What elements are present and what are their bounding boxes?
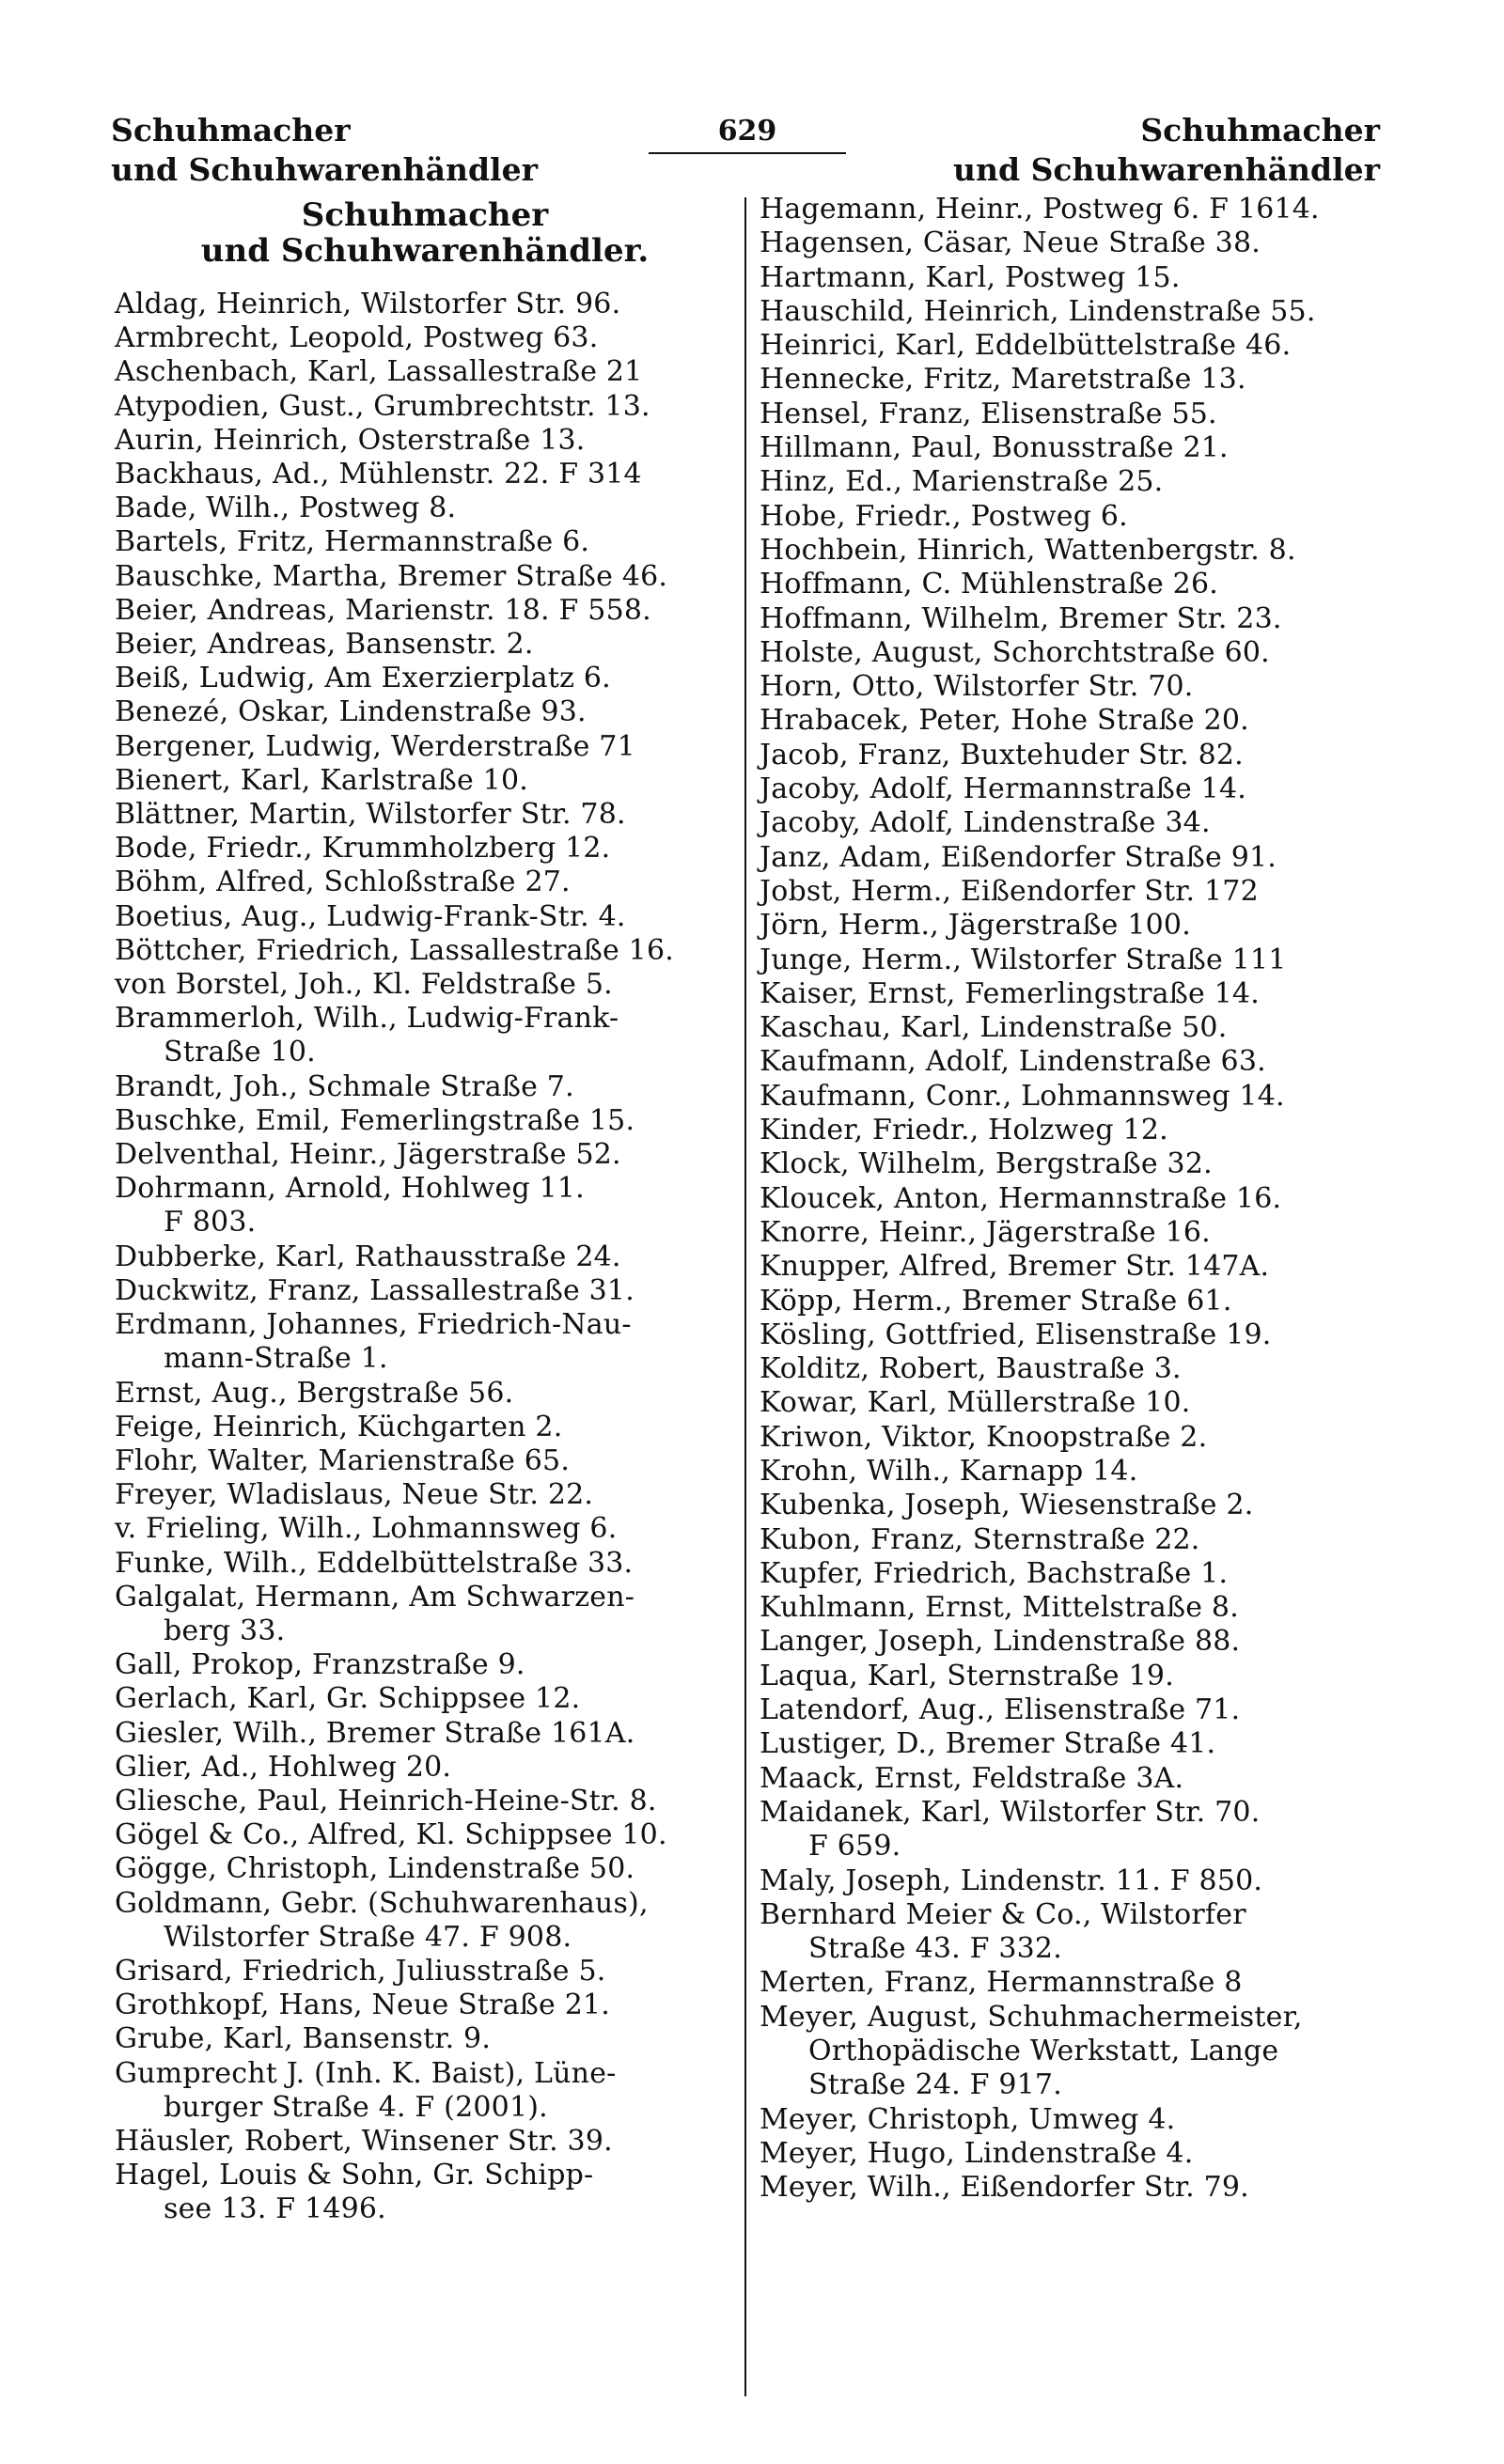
column-divider [744, 197, 746, 2396]
directory-entry [760, 295, 1389, 329]
directory-entry [760, 2137, 1389, 2171]
directory-entry [760, 1557, 1389, 1591]
directory-entry [760, 875, 1389, 909]
page-number: 629 [649, 113, 846, 154]
entry-line: Kinder, Friedr., Holzweg 12. [760, 1114, 1168, 1147]
entry-line: Laqua, Karl, Sternstraße 19. [760, 1659, 1174, 1692]
directory-entry [760, 1285, 1389, 1318]
entry-line: Kaschau, Karl, Lindenstraße 50. [760, 1011, 1228, 1045]
directory-entry [760, 534, 1389, 568]
directory-entry [115, 1308, 735, 1376]
entry-line: Kriwon, Viktor, Knoopstraße 2. [760, 1420, 1208, 1454]
directory-entry [760, 806, 1389, 840]
directory-entry [760, 1625, 1389, 1659]
entry-continuation: Wilstorfer Straße 47. F 908. [164, 1920, 572, 1954]
entry-line: Gerlach, Karl, Gr. Schippsee 12. [115, 1682, 581, 1716]
entry-continuation: Straße 10. [164, 1036, 316, 1069]
directory-entry [115, 900, 735, 934]
entry-line: Armbrecht, Leopold, Postweg 63. [115, 321, 599, 355]
entry-line: Meyer, August, Schuhmachermeister, [760, 2000, 1303, 2034]
directory-entry [115, 491, 735, 525]
entry-line: Dubberke, Karl, Rathausstraße 24. [115, 1240, 621, 1273]
directory-entry [760, 739, 1389, 772]
directory-entry [115, 662, 735, 695]
directory-entry [760, 909, 1389, 943]
directory-entry [115, 2159, 735, 2226]
directory-entry [115, 1648, 735, 1682]
directory-entry [115, 458, 735, 491]
directory-entry [760, 193, 1389, 226]
entry-line: Hrabacek, Peter, Hohe Straße 20. [760, 704, 1249, 738]
directory-entry [760, 1591, 1389, 1625]
directory-entry [760, 2103, 1389, 2137]
entry-line: Galgalat, Hermann, Am Schwarzen- [115, 1580, 635, 1614]
entry-continuation: burger Straße 4. F (2001). [164, 2090, 548, 2124]
entry-line: Feige, Heinrich, Küchgarten 2. [115, 1410, 563, 1443]
entry-line: Blättner, Martin, Wilstorfer Str. 78. [115, 798, 626, 832]
directory-entry [115, 1104, 735, 1138]
entry-line: Maly, Joseph, Lindenstr. 11. F 850. [760, 1864, 1263, 1897]
directory-entry [115, 1070, 735, 1104]
entry-line: Gögel & Co., Alfred, Kl. Schippsee 10. [115, 1818, 667, 1852]
directory-entry [115, 288, 735, 321]
directory-entry [760, 841, 1389, 875]
directory-entry [760, 329, 1389, 363]
directory-entry [760, 1523, 1389, 1557]
directory-entry [115, 1444, 735, 1478]
entry-line: Häusler, Robert, Winsener Str. 39. [115, 2124, 613, 2158]
directory-entry [760, 568, 1389, 601]
entry-line: Merten, Franz, Hermannstraße 8 [760, 1966, 1243, 2000]
entry-line: Kolditz, Robert, Baustraße 3. [760, 1352, 1182, 1386]
entry-line: Flohr, Walter, Marienstraße 65. [115, 1443, 571, 1477]
directory-entry [115, 1547, 735, 1581]
entry-line: Aurin, Heinrich, Osterstraße 13. [115, 423, 586, 457]
directory-entry [760, 1693, 1389, 1727]
directory-entry [115, 866, 735, 899]
entry-line: Hobe, Friedr., Postweg 6. [760, 499, 1128, 533]
entry-line: Kaufmann, Adolf, Lindenstraße 63. [760, 1045, 1266, 1079]
directory-entry [760, 431, 1389, 465]
running-header-left [111, 111, 538, 190]
entry-line: Hagemann, Heinr., Postweg 6. F 1614. [760, 193, 1320, 226]
entry-line: Jörn, Herm., Jägerstraße 100. [760, 909, 1191, 943]
entry-line: Latendorf, Aug., Elisenstraße 71. [760, 1693, 1241, 1727]
directory-entry [115, 1717, 735, 1751]
directory-entry [760, 1216, 1389, 1250]
entry-line: Kupfer, Friedrich, Bachstraße 1. [760, 1556, 1229, 1590]
directory-entry [760, 1352, 1389, 1386]
entry-line: Funke, Wilh., Eddelbüttelstraße 33. [115, 1546, 634, 1580]
entry-line: Gall, Prokop, Franzstraße 9. [115, 1648, 525, 1682]
directory-entry [115, 798, 735, 832]
entry-line: Meyer, Wilh., Eißendorfer Str. 79. [760, 2171, 1249, 2205]
directory-entry [760, 636, 1389, 670]
directory-entry [760, 465, 1389, 499]
directory-entry [115, 695, 735, 729]
entry-line: Maidanek, Karl, Wilstorfer Str. 70. [760, 1795, 1261, 1829]
entry-line: Bauschke, Martha, Bremer Straße 46. [115, 559, 668, 593]
entry-line: Bade, Wilh., Postweg 8. [115, 491, 457, 525]
directory-entry [115, 1002, 735, 1069]
header-right-line1: Schuhmacher [1140, 112, 1380, 148]
entry-line: v. Frieling, Wilh., Lohmannsweg 6. [115, 1512, 618, 1546]
entry-line: Langer, Joseph, Lindenstraße 88. [760, 1625, 1241, 1659]
directory-entry [760, 1727, 1389, 1761]
entry-line: Bernhard Meier & Co., Wilstorfer [760, 1897, 1246, 1931]
entry-line: Hinz, Ed., Marienstraße 25. [760, 465, 1164, 499]
directory-entry [115, 832, 735, 866]
header-right-line2: und Schuhwarenhändler [953, 151, 1380, 188]
header-left-line1: Schuhmacher [111, 112, 351, 148]
directory-entry [760, 1489, 1389, 1522]
directory-entry [115, 424, 735, 458]
entry-line: Kowar, Karl, Müllerstraße 10. [760, 1386, 1191, 1420]
directory-entry [115, 1852, 735, 1886]
entry-line: Ernst, Aug., Bergstraße 56. [115, 1376, 514, 1410]
directory-entry [115, 730, 735, 764]
entry-line: Kloucek, Anton, Hermannstraße 16. [760, 1181, 1282, 1215]
directory-entry [760, 1864, 1389, 1898]
directory-entry [115, 1377, 735, 1411]
directory-entry [760, 1455, 1389, 1489]
directory-entry [760, 1318, 1389, 1352]
entry-line: Beier, Andreas, Bansenstr. 2. [115, 628, 534, 662]
entry-line: Böttcher, Friedrich, Lassallestraße 16. [115, 933, 674, 967]
entry-line: Dohrmann, Arnold, Hohlweg 11. [115, 1172, 585, 1206]
entry-continuation: mann-Straße 1. [164, 1342, 388, 1376]
directory-entry [760, 1182, 1389, 1216]
entry-line: Jobst, Herm., Eißendorfer Str. 172 [760, 874, 1259, 908]
entry-line: Backhaus, Ad., Mühlenstr. 22. F 314 [115, 458, 642, 491]
right-entry-list [760, 193, 1389, 2206]
entry-line: Lustiger, D., Bremer Straße 41. [760, 1727, 1216, 1761]
entry-continuation: see 13. F 1496. [164, 2192, 386, 2226]
directory-entry [760, 772, 1389, 806]
directory-entry [115, 1988, 735, 2022]
directory-entry [115, 1138, 735, 1172]
directory-entry [115, 1682, 735, 1716]
directory-entry [760, 261, 1389, 295]
directory-entry [760, 1421, 1389, 1455]
entry-line: Beier, Andreas, Marienstr. 18. F 558. [115, 593, 651, 627]
directory-entry [760, 1045, 1389, 1079]
entry-line: Gumprecht J. (Inh. K. Baist), Lüne- [115, 2056, 617, 2090]
directory-entry [115, 1512, 735, 1546]
directory-entry [760, 977, 1389, 1011]
entry-line: Gögge, Christoph, Lindenstraße 50. [115, 1852, 635, 1886]
entry-line: Knupper, Alfred, Bremer Str. 147A. [760, 1250, 1270, 1284]
entry-line: Janz, Adam, Eißendorfer Straße 91. [760, 840, 1277, 874]
entry-continuation: berg 33. [164, 1614, 286, 1647]
directory-entry [115, 525, 735, 559]
entry-line: Kuhlmann, Ernst, Mittelstraße 8. [760, 1591, 1239, 1625]
entry-line: Grube, Karl, Bansenstr. 9. [115, 2022, 492, 2056]
directory-entry [760, 1660, 1389, 1693]
entry-line: Bergener, Ludwig, Werderstraße 71 [115, 729, 635, 763]
entry-line: Aldag, Heinrich, Wilstorfer Str. 96. [115, 288, 621, 320]
directory-entry [760, 602, 1389, 636]
entry-line: Delventhal, Heinr., Jägerstraße 52. [115, 1138, 621, 1172]
directory-entry [115, 764, 735, 798]
directory-entry [115, 1240, 735, 1274]
directory-entry [115, 2125, 735, 2159]
entry-line: Brammerloh, Wilh., Ludwig-Frank- [115, 1002, 619, 1036]
directory-entry [760, 226, 1389, 260]
entry-line: Aschenbach, Karl, Lassallestraße 21 [115, 355, 643, 389]
directory-entry [760, 398, 1389, 431]
entry-line: Junge, Herm., Wilstorfer Straße 111 [760, 943, 1287, 976]
entry-line: Giesler, Wilh., Bremer Straße 161A. [115, 1716, 635, 1750]
entry-line: Bartels, Fritz, Hermannstraße 6. [115, 525, 590, 559]
entry-line: Hagel, Louis & Sohn, Gr. Schipp- [115, 2159, 594, 2192]
entry-continuation: F 659. [808, 1830, 901, 1864]
entry-line: Benezé, Oskar, Lindenstraße 93. [115, 695, 587, 729]
directory-entry [760, 2001, 1389, 2103]
entry-line: Hartmann, Karl, Postweg 15. [760, 260, 1181, 294]
directory-entry [115, 560, 735, 594]
directory-entry [115, 321, 735, 355]
entry-line: Beiß, Ludwig, Am Exerzierplatz 6. [115, 662, 611, 695]
directory-entry [760, 1898, 1389, 1967]
directory-entry [115, 390, 735, 424]
directory-entry [115, 1411, 735, 1444]
entry-line: Bode, Friedr., Krummholzberg 12. [115, 832, 611, 866]
entry-line: Erdmann, Johannes, Friedrich-Nau- [115, 1308, 632, 1342]
directory-entry [115, 2022, 735, 2056]
entry-line: Boetius, Aug., Ludwig-Frank-Str. 4. [115, 899, 626, 933]
entry-line: Hoffmann, Wilhelm, Bremer Str. 23. [760, 601, 1282, 635]
entry-line: Buschke, Emil, Femerlingstraße 15. [115, 1103, 635, 1137]
entry-line: Köpp, Herm., Bremer Straße 61. [760, 1284, 1232, 1318]
right-column [760, 193, 1389, 2206]
running-header-right [953, 111, 1380, 190]
entry-line: Brandt, Joh., Schmale Straße 7. [115, 1069, 574, 1103]
entry-line: Heinrici, Karl, Eddelbüttelstraße 46. [760, 329, 1292, 363]
directory-entry [115, 934, 735, 968]
entry-line: Hennecke, Fritz, Maretstraße 13. [760, 363, 1246, 397]
directory-entry [115, 1274, 735, 1308]
entry-line: Freyer, Wladislaus, Neue Str. 22. [115, 1478, 594, 1512]
directory-entry [760, 704, 1389, 738]
directory-entry [760, 500, 1389, 534]
entry-line: Meyer, Hugo, Lindenstraße 4. [760, 2136, 1194, 2170]
entry-line: Kaiser, Ernst, Femerlingstraße 14. [760, 976, 1260, 1010]
directory-entry [115, 1478, 735, 1512]
section-title-line2: und Schuhwarenhändler. [200, 232, 650, 270]
entry-line: Jacob, Franz, Buxtehuder Str. 82. [760, 738, 1244, 772]
entry-line: Hensel, Franz, Elisenstraße 55. [760, 397, 1217, 430]
entry-line: Duckwitz, Franz, Lassallestraße 31. [115, 1273, 634, 1307]
entry-line: Jacoby, Adolf, Hermannstraße 14. [760, 772, 1246, 806]
directory-entry [760, 1011, 1389, 1045]
section-title [115, 197, 735, 269]
entry-line: Hauschild, Heinrich, Lindenstraße 55. [760, 294, 1316, 328]
entry-line: Hillmann, Paul, Bonusstraße 21. [760, 431, 1229, 465]
entry-line: Glier, Ad., Hohlweg 20. [115, 1750, 452, 1784]
entry-line: Holste, August, Schorchtstraße 60. [760, 635, 1270, 669]
entry-line: Horn, Otto, Wilstorfer Str. 70. [760, 670, 1194, 704]
left-column [115, 193, 735, 2227]
directory-entry [760, 1080, 1389, 1114]
entry-line: Meyer, Christoph, Umweg 4. [760, 2102, 1176, 2136]
directory-entry [115, 355, 735, 389]
directory-entry [760, 1147, 1389, 1181]
entry-line: Kösling, Gottfried, Elisenstraße 19. [760, 1318, 1272, 1351]
entry-line: Kaufmann, Conr., Lohmannsweg 14. [760, 1079, 1285, 1113]
entry-continuation: Straße 24. F 917. [808, 2068, 1062, 2102]
directory-entry [760, 943, 1389, 977]
entry-line: Goldmann, Gebr. (Schuhwarenhaus), [115, 1886, 649, 1920]
directory-entry [115, 1751, 735, 1785]
entry-line: Gliesche, Paul, Heinrich-Heine-Str. 8. [115, 1784, 657, 1817]
entry-line: Hoffmann, C. Mühlenstraße 26. [760, 568, 1218, 601]
directory-entry [760, 2171, 1389, 2205]
entry-line: Kubon, Franz, Sternstraße 22. [760, 1522, 1200, 1556]
directory-entry [115, 1887, 735, 1955]
directory-entry [115, 1172, 735, 1240]
directory-entry [115, 1581, 735, 1648]
directory-entry [760, 1386, 1389, 1420]
entry-line: Kubenka, Joseph, Wiesenstraße 2. [760, 1489, 1254, 1522]
entry-line: Klock, Wilhelm, Bergstraße 32. [760, 1147, 1213, 1181]
header-left-line2: und Schuhwarenhändler [111, 151, 538, 188]
directory-entry [760, 1114, 1389, 1147]
directory-entry [760, 1796, 1389, 1864]
entry-line: Knorre, Heinr., Jägerstraße 16. [760, 1215, 1211, 1249]
entry-continuation: Orthopädische Werkstatt, Lange [808, 2035, 1279, 2068]
entry-line: von Borstel, Joh., Kl. Feldstraße 5. [115, 968, 613, 1002]
directory-entry [760, 1762, 1389, 1796]
entry-line: Böhm, Alfred, Schloßstraße 27. [115, 866, 571, 899]
entry-line: Jacoby, Adolf, Lindenstraße 34. [760, 806, 1211, 840]
left-entry-list [115, 288, 735, 2227]
directory-entry [760, 670, 1389, 704]
entry-line: Krohn, Wilh., Karnapp 14. [760, 1454, 1138, 1488]
section-title-line1: Schuhmacher [301, 196, 549, 234]
entry-continuation: F 803. [164, 1206, 257, 1240]
entry-line: Grisard, Friedrich, Juliusstraße 5. [115, 1954, 606, 1988]
directory-entry [115, 968, 735, 1002]
entry-continuation: Straße 43. F 332. [808, 1932, 1062, 1966]
directory-entry [115, 594, 735, 628]
entry-line: Atypodien, Gust., Grumbrechtstr. 13. [115, 389, 650, 423]
directory-entry [760, 1250, 1389, 1284]
entry-line: Bienert, Karl, Karlstraße 10. [115, 763, 528, 797]
entry-line: Hagensen, Cäsar, Neue Straße 38. [760, 226, 1261, 260]
entry-line: Grothkopf, Hans, Neue Straße 21. [115, 1988, 611, 2022]
directory-entry [115, 1785, 735, 1818]
directory-entry [760, 363, 1389, 397]
directory-entry [115, 1955, 735, 1988]
entry-line: Maack, Ernst, Feldstraße 3A. [760, 1761, 1184, 1795]
entry-line: Hochbein, Hinrich, Wattenbergstr. 8. [760, 533, 1296, 567]
directory-entry [760, 1966, 1389, 2000]
directory-entry [115, 1818, 735, 1852]
directory-entry [115, 2057, 735, 2125]
directory-entry [115, 628, 735, 662]
